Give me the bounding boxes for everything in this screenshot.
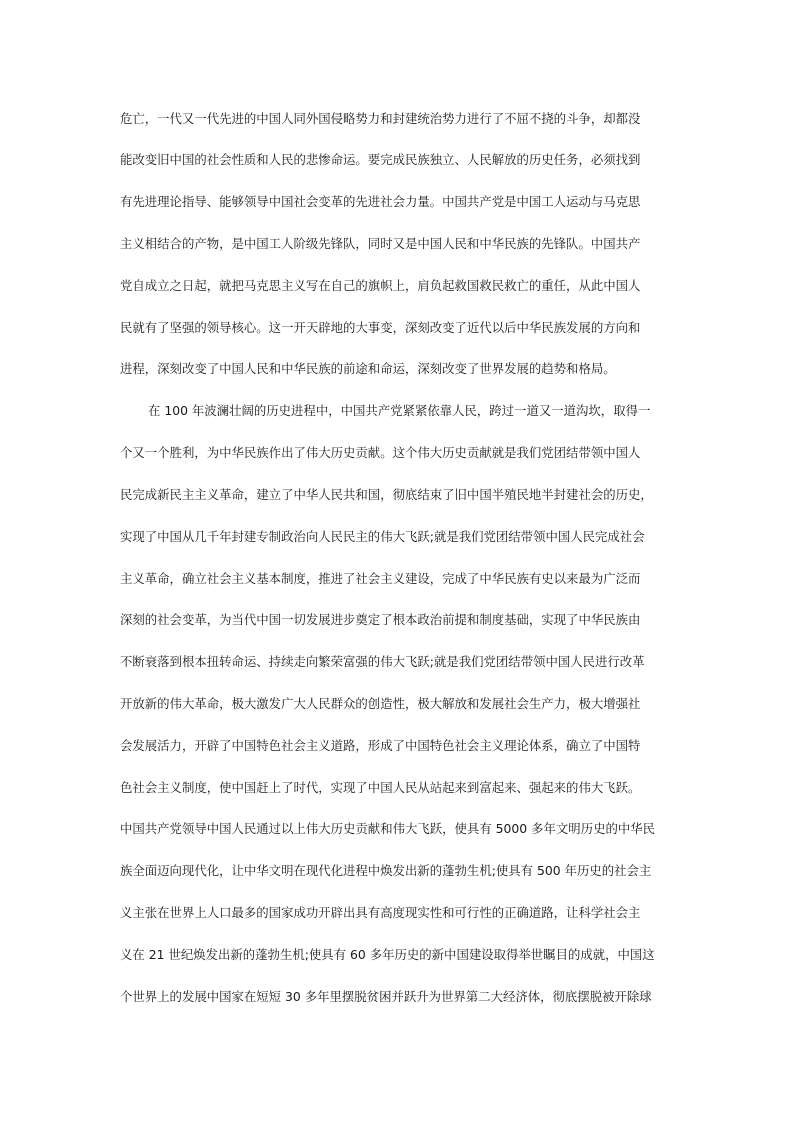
- text-line: 实现了中国从几千年封建专制政治向人民民主的伟大飞跃;就是我们党团结带领中国人民完成社会: [120, 529, 645, 544]
- text-line: 民就有了坚强的领导核心。这一开天辟地的大事变，深刻改变了近代以后中华民族发展的方向和: [120, 320, 641, 335]
- text-line: 党自成立之日起，就把马克思主义写在自己的旗帜上，肩负起救国救民救亡的重任，从此中国人: [120, 278, 641, 293]
- text-line: 有先进理论指导、能够领导中国社会变革的先进社会力量。中国共产党是中国工人运动与马克思: [120, 194, 641, 209]
- text-line: 族全面迈向现代化，让中华文明在现代化进程中焕发出新的蓬勃生机;使具有 500 年历史的社会主: [120, 863, 652, 878]
- text-line: 开放新的伟大革命，极大激发广大人民群众的创造性，极大解放和发展社会生产力，极大增强社: [120, 696, 641, 711]
- paragraph-first-line: 在 100 年波澜壮阔的历史进程中，中国共产党紧紧依靠人民，跨过一道又一道沟坎，取得一: [148, 403, 651, 418]
- paragraph-first-line: 中国共产党领导中国人民通过以上伟大历史贡献和伟大飞跃，使具有 5000 多年文明历史的中华民: [120, 821, 656, 836]
- text-line: 危亡，一代又一代先进的中国人同外国侵略势力和封建统治势力进行了不屈不挠的斗争，却都没: [120, 111, 641, 126]
- text-line: 主义相结合的产物，是中国工人阶级先锋队，同时又是中国人民和中华民族的先锋队。中国共产: [120, 236, 641, 251]
- text-line: 能改变旧中国的社会性质和人民的悲惨命运。要完成民族独立、人民解放的历史任务，必须找到: [120, 152, 641, 167]
- text-line: 民完成新民主主义革命，建立了中华人民共和国，彻底结束了旧中国半殖民地半封建社会的历史，: [120, 487, 653, 502]
- text-line: 深刻的社会变革，为当代中国一切发展进步奠定了根本政治前提和制度基础，实现了中华民族由: [120, 612, 641, 627]
- text-line: 进程，深刻改变了中国人民和中华民族的前途和命运，深刻改变了世界发展的趋势和格局。: [120, 361, 616, 376]
- text-line: 义主张在世界上人口最多的国家成功开辟出具有高度现实性和可行性的正确道路，让科学社会主: [120, 905, 641, 920]
- text-line: 个世界上的发展中国家在短短 30 多年里摆脱贫困并跃升为世界第二大经济体，彻底摆脱被开除球: [120, 989, 652, 1004]
- text-line: 个又一个胜利，为中华民族作出了伟大历史贡献。这个伟大历史贡献就是我们党团结带领中国人: [120, 445, 641, 460]
- text-line: 会发展活力，开辟了中国特色社会主义道路，形成了中国特色社会主义理论体系，确立了中国特: [120, 738, 641, 753]
- text-line: 色社会主义制度，使中国赶上了时代，实现了中国人民从站起来到富起来、强起来的伟大飞跃。: [120, 780, 641, 795]
- text-line: 义在 21 世纪焕发出新的蓬勃生机;使具有 60 多年历史的新中国建设取得举世瞩目的成就，中国这: [120, 947, 655, 962]
- text-line: 不断衰落到根本扭转命运、持续走向繁荣富强的伟大飞跃;就是我们党团结带领中国人民进行改革: [120, 654, 645, 669]
- text-line: 主义革命，确立社会主义基本制度，推进了社会主义建设，完成了中华民族有史以来最为广泛而: [120, 571, 641, 586]
